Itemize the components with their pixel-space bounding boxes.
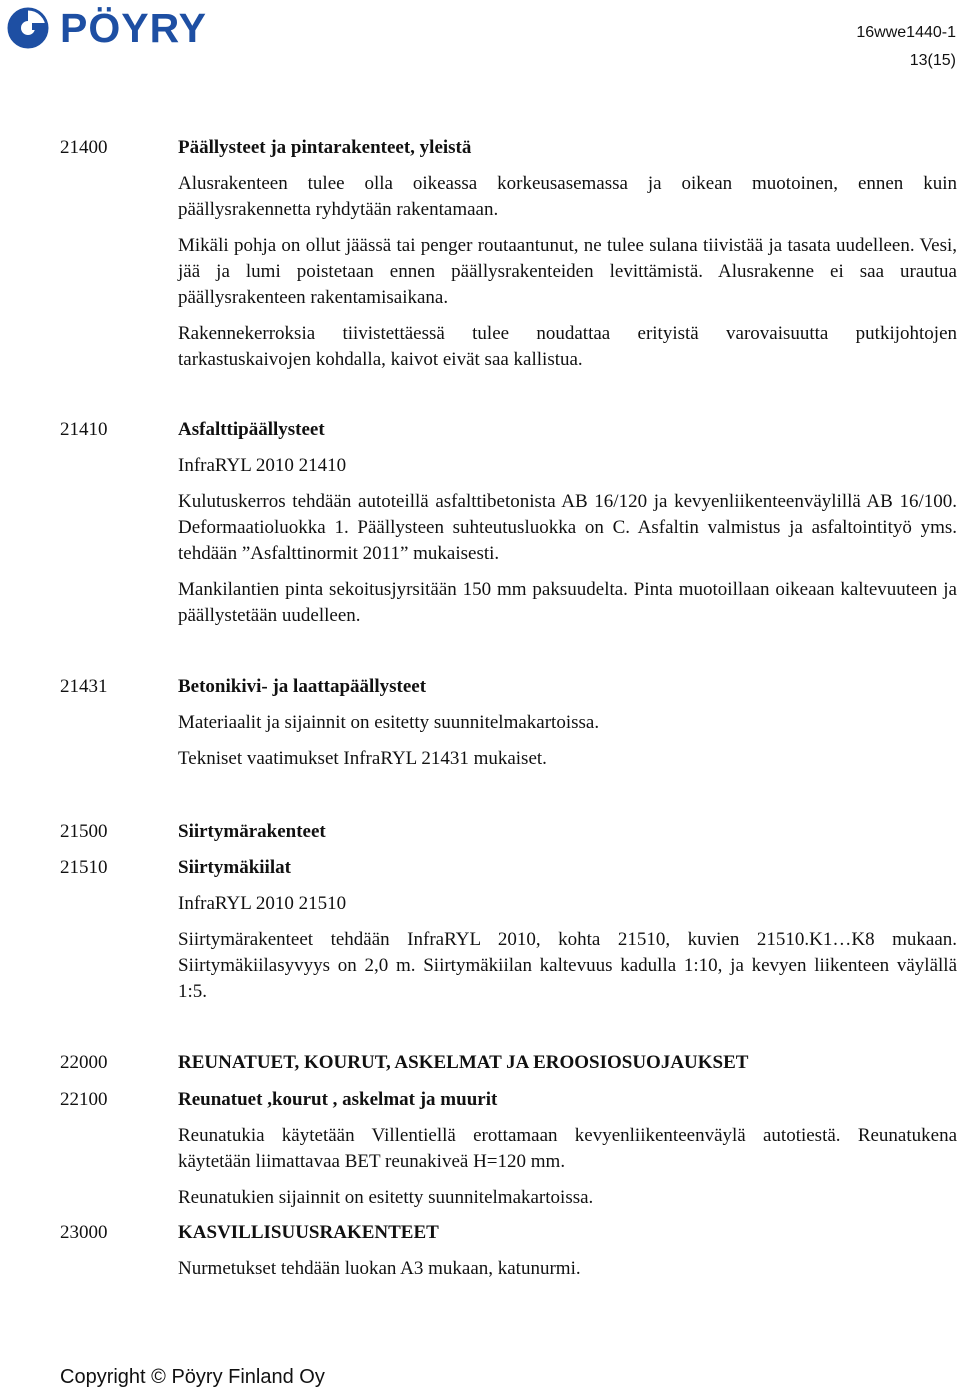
section-22100 bbox=[60, 1087, 957, 1211]
paragraph: Kulutuskerros tehdään autoteillä asfalttibetonista AB 16/120 ja kevyenliikenteenväylillä AB 16/100. Deformaatioluokka 1. Päällysteen suhteutusluokka on C. Asfaltin valmistus ja asfaltointityö yms. tehdään ”Asfalttinormit 2011” mukaisesti. bbox=[178, 491, 957, 564]
section-number: 22000 bbox=[60, 1052, 108, 1073]
footer-copyright: Copyright © Pöyry Finland Oy bbox=[60, 1366, 325, 1388]
poyry-logo bbox=[4, 4, 207, 52]
section-21410 bbox=[60, 417, 957, 629]
section-title: Siirtymärakenteet bbox=[178, 821, 326, 842]
paragraph: InfraRYL 2010 21410 bbox=[178, 455, 347, 476]
section-title: Siirtymäkiilat bbox=[178, 857, 291, 878]
section-21431 bbox=[60, 674, 957, 772]
section-number: 21510 bbox=[60, 857, 108, 878]
section-number: 21410 bbox=[60, 419, 108, 440]
paragraph: Reunatukien sijainnit on esitetty suunnitelmakartoissa. bbox=[178, 1187, 594, 1208]
paragraph: Mikäli pohja on ollut jäässä tai penger routaantunut, ne tulee sulana tiivistää ja tasata uudelleen. Vesi, jää ja lumi poistetaan ennen päällysrakenteiden levittämistä. Alusrakenne ei saa urautua päällysrakenteen rakentamisaikana. bbox=[178, 235, 957, 308]
paragraph: InfraRYL 2010 21510 bbox=[178, 893, 347, 914]
paragraph: Tekniset vaatimukset InfraRYL 21431 mukaiset. bbox=[178, 748, 547, 769]
section-number: 21400 bbox=[60, 137, 108, 158]
section-21400 bbox=[60, 135, 957, 373]
section-title: KASVILLISUUSRAKENTEET bbox=[178, 1222, 439, 1243]
section-21510 bbox=[60, 855, 957, 1005]
paragraph: Nurmetukset tehdään luokan A3 mukaan, katunurmi. bbox=[178, 1258, 581, 1279]
section-title: Reunatuet ,kourut , askelmat ja muurit bbox=[178, 1089, 498, 1110]
paragraph: Rakennekerroksia tiivistettäessä tulee noudattaa erityistä varovaisuutta putkijohtojen tarkastuskaivojen kohdalla, kaivot eivät saa kallistua. bbox=[178, 323, 957, 370]
section-title: Asfalttipäällysteet bbox=[178, 419, 325, 440]
section-title: Päällysteet ja pintarakenteet, yleistä bbox=[178, 137, 472, 158]
logo-text: PÖYRY bbox=[60, 5, 208, 51]
section-23000 bbox=[60, 1220, 957, 1282]
section-number: 23000 bbox=[60, 1222, 108, 1243]
paragraph: Alusrakenteen tulee olla oikeassa korkeusasemassa ja oikean muotoinen, ennen kuin päällysrakennetta ryhdytään rakentamaan. bbox=[178, 173, 957, 220]
document-reference bbox=[856, 19, 956, 75]
section-title: REUNATUET, KOURUT, ASKELMAT JA EROOSIOSUOJAUKSET bbox=[178, 1052, 749, 1073]
paragraph: Materiaalit ja sijainnit on esitetty suunnitelmakartoissa. bbox=[178, 712, 600, 733]
poyry-logo-icon bbox=[4, 6, 52, 50]
section-21500 bbox=[60, 819, 957, 845]
page-number: 13(15) bbox=[909, 52, 956, 69]
section-title: Betonikivi- ja laattapäällysteet bbox=[178, 676, 427, 697]
paragraph: Mankilantien pinta sekoitusjyrsitään 150 mm paksuudelta. Pinta muotoillaan oikeaan kaltevuuteen ja päällystetään uudelleen. bbox=[178, 579, 957, 626]
section-number: 21500 bbox=[60, 821, 108, 842]
document-id: 16wwe1440-1 bbox=[856, 24, 956, 41]
paragraph: Reunatukia käytetään Villentiellä erottamaan kevyenliikenteenväylä autotiestä. Reunatukena käytetään liimattavaa BET reunakiveä H=120 mm. bbox=[178, 1125, 957, 1172]
section-number: 22100 bbox=[60, 1089, 108, 1110]
section-number: 21431 bbox=[60, 676, 108, 697]
paragraph: Siirtymärakenteet tehdään InfraRYL 2010, kohta 21510, kuvien 21510.K1…K8 mukaan. Siirtymäkiilasyvyys on 2,0 m. Siirtymäkiilan kaltevuus kadulla 1:10, ja kevyen liikenteen väylällä 1:5. bbox=[178, 929, 957, 1002]
section-22000 bbox=[60, 1050, 957, 1076]
